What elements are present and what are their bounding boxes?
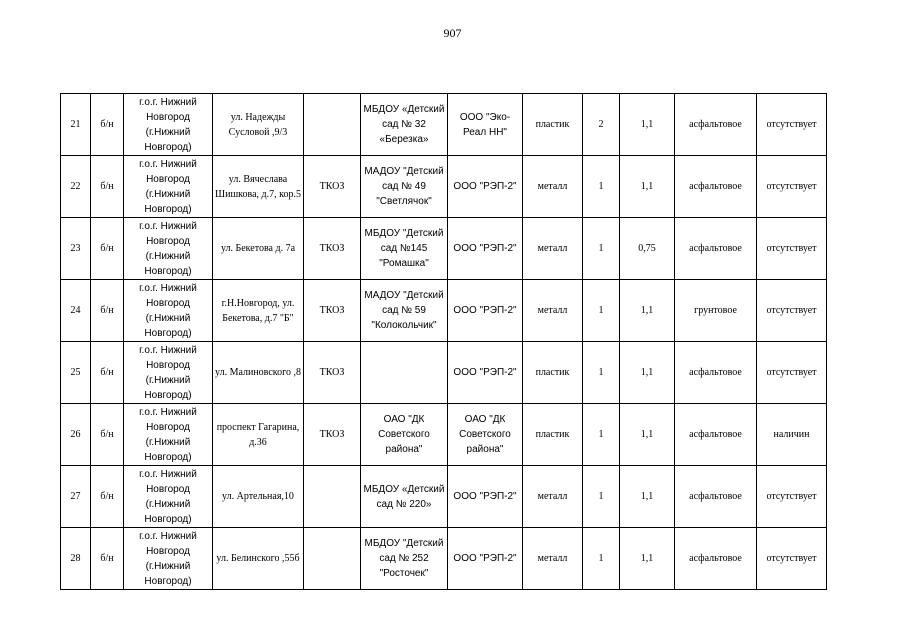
table-row	[61, 466, 827, 528]
container-volume-cell: 1,1	[620, 404, 675, 466]
district-cell: г.о.г. Нижний Новгород (г.Нижний Новгород)	[124, 94, 213, 156]
address-cell: ул. Бекетова д. 7а	[213, 218, 304, 280]
waste-type-cell: ТКОЗ	[304, 156, 361, 218]
container-count-cell: 2	[583, 94, 620, 156]
address-cell: ул. Надежды Сусловой ,9/3	[213, 94, 304, 156]
district-cell: г.о.г. Нижний Новгород (г.Нижний Новгород)	[124, 528, 213, 590]
registry-number: б/н	[91, 156, 124, 218]
material-cell: металл	[523, 466, 583, 528]
container-volume-cell: 1,1	[620, 342, 675, 404]
surface-type-cell: асфальтовое	[675, 156, 757, 218]
waste-type-cell	[304, 94, 361, 156]
waste-type-cell: ТКОЗ	[304, 218, 361, 280]
fence-cell: отсутствует	[757, 342, 827, 404]
address-cell: ул. Малиновского ,8	[213, 342, 304, 404]
row-number: 21	[61, 94, 91, 156]
surface-type-cell: асфальтовое	[675, 466, 757, 528]
operator-cell: ОАО "ДК Советского района"	[448, 404, 523, 466]
container-volume-cell: 1,1	[620, 280, 675, 342]
registry-number: б/н	[91, 528, 124, 590]
registry-number: б/н	[91, 404, 124, 466]
owner-cell: МАДОУ "Детский сад № 49 "Светлячок"	[361, 156, 448, 218]
container-count-cell: 1	[583, 528, 620, 590]
district-cell: г.о.г. Нижний Новгород (г.Нижний Новгород)	[124, 404, 213, 466]
fence-cell: отсутствует	[757, 156, 827, 218]
fence-cell: отсутствует	[757, 94, 827, 156]
fence-cell: отсутствует	[757, 280, 827, 342]
district-cell: г.о.г. Нижний Новгород (г.Нижний Новгород)	[124, 280, 213, 342]
operator-cell: ООО "Эко-Реал НН"	[448, 94, 523, 156]
registry-number: б/н	[91, 218, 124, 280]
operator-cell: ООО "РЭП-2"	[448, 218, 523, 280]
container-count-cell: 1	[583, 342, 620, 404]
surface-type-cell: асфальтовое	[675, 404, 757, 466]
row-number: 26	[61, 404, 91, 466]
container-volume-cell: 1,1	[620, 156, 675, 218]
surface-type-cell: асфальтовое	[675, 218, 757, 280]
container-count-cell: 1	[583, 404, 620, 466]
registry-number: б/н	[91, 94, 124, 156]
operator-cell: ООО "РЭП-2"	[448, 156, 523, 218]
table-row	[61, 528, 827, 590]
owner-cell: МБДОУ «Детский сад № 220»	[361, 466, 448, 528]
fence-cell: отсутствует	[757, 466, 827, 528]
fence-cell: отсутствует	[757, 528, 827, 590]
container-sites-table	[60, 93, 827, 590]
operator-cell: ООО "РЭП-2"	[448, 528, 523, 590]
address-cell: г.Н.Новгород, ул. Бекетова, д.7 "Б"	[213, 280, 304, 342]
container-count-cell: 1	[583, 156, 620, 218]
registry-number: б/н	[91, 280, 124, 342]
material-cell: металл	[523, 218, 583, 280]
owner-cell: МАДОУ "Детский сад № 59 "Колокольчик"	[361, 280, 448, 342]
material-cell: пластик	[523, 404, 583, 466]
district-cell: г.о.г. Нижний Новгород (г.Нижний Новгород)	[124, 156, 213, 218]
container-volume-cell: 0,75	[620, 218, 675, 280]
fence-cell: наличин	[757, 404, 827, 466]
row-number: 22	[61, 156, 91, 218]
table-row	[61, 156, 827, 218]
row-number: 25	[61, 342, 91, 404]
material-cell: пластик	[523, 94, 583, 156]
container-count-cell: 1	[583, 466, 620, 528]
container-volume-cell: 1,1	[620, 94, 675, 156]
operator-cell: ООО "РЭП-2"	[448, 342, 523, 404]
surface-type-cell: асфальтовое	[675, 528, 757, 590]
waste-type-cell: ТКОЗ	[304, 280, 361, 342]
fence-cell: отсутствует	[757, 218, 827, 280]
material-cell: пластик	[523, 342, 583, 404]
waste-type-cell	[304, 528, 361, 590]
table-row	[61, 404, 827, 466]
container-count-cell: 1	[583, 218, 620, 280]
container-volume-cell: 1,1	[620, 466, 675, 528]
container-volume-cell: 1,1	[620, 528, 675, 590]
table-row	[61, 94, 827, 156]
address-cell: ул. Белинского ,55б	[213, 528, 304, 590]
address-cell: ул. Вячеслава Шишкова, д.7, кор.5	[213, 156, 304, 218]
owner-cell: МБДОУ "Детский сад №145 "Ромашка"	[361, 218, 448, 280]
waste-type-cell: ТКОЗ	[304, 342, 361, 404]
material-cell: металл	[523, 528, 583, 590]
table-row	[61, 218, 827, 280]
container-count-cell: 1	[583, 280, 620, 342]
owner-cell: МБДОУ "Детский сад № 252 "Росточек"	[361, 528, 448, 590]
operator-cell: ООО "РЭП-2"	[448, 466, 523, 528]
surface-type-cell: асфальтовое	[675, 94, 757, 156]
registry-number: б/н	[91, 342, 124, 404]
waste-type-cell	[304, 466, 361, 528]
row-number: 23	[61, 218, 91, 280]
table-row	[61, 342, 827, 404]
material-cell: металл	[523, 156, 583, 218]
district-cell: г.о.г. Нижний Новгород (г.Нижний Новгород)	[124, 342, 213, 404]
page-number: 907	[443, 26, 462, 40]
row-number: 24	[61, 280, 91, 342]
waste-type-cell: ТКОЗ	[304, 404, 361, 466]
row-number: 28	[61, 528, 91, 590]
district-cell: г.о.г. Нижний Новгород (г.Нижний Новгород)	[124, 218, 213, 280]
district-cell: г.о.г. Нижний Новгород (г.Нижний Новгород)	[124, 466, 213, 528]
material-cell: металл	[523, 280, 583, 342]
surface-type-cell: грунтовое	[675, 280, 757, 342]
owner-cell: ОАО "ДК Советского района"	[361, 404, 448, 466]
address-cell: ул. Артельная,10	[213, 466, 304, 528]
owner-cell: МБДОУ «Детский сад № 32 «Березка»	[361, 94, 448, 156]
address-cell: проспект Гагарина, д.36	[213, 404, 304, 466]
registry-number: б/н	[91, 466, 124, 528]
table-row	[61, 280, 827, 342]
operator-cell: ООО "РЭП-2"	[448, 280, 523, 342]
row-number: 27	[61, 466, 91, 528]
owner-cell	[361, 342, 448, 404]
surface-type-cell: асфальтовое	[675, 342, 757, 404]
